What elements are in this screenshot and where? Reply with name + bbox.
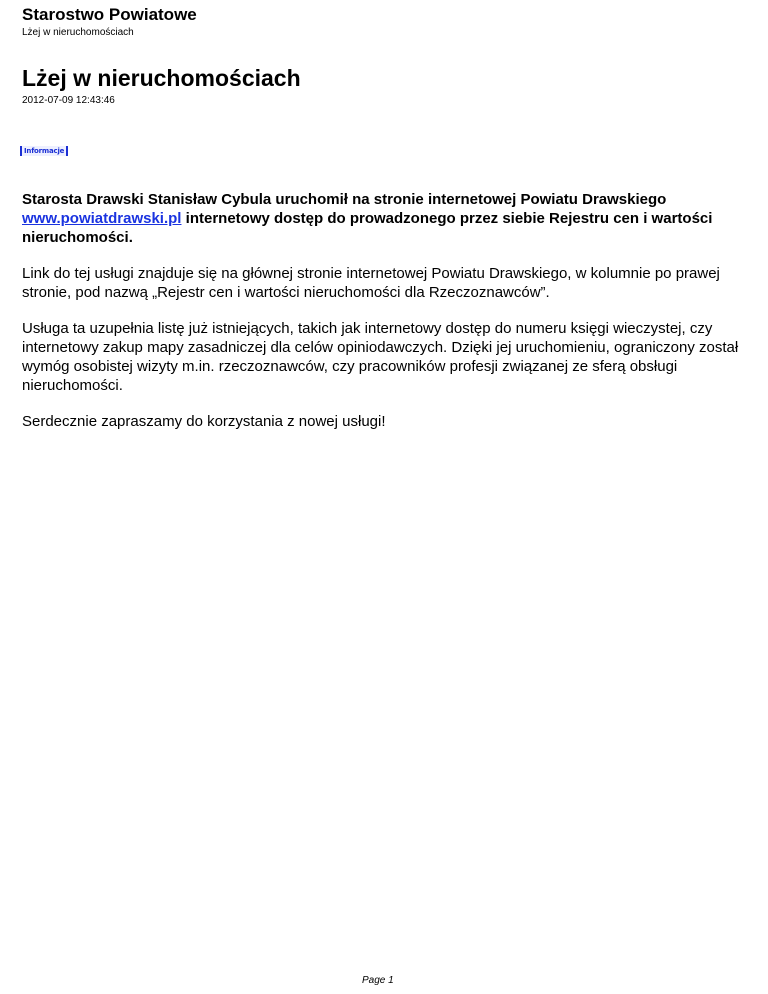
lead-paragraph xyxy=(22,190,746,247)
body-paragraph: Usługa ta uzupełnia listę już istniejących, takich jak internetowy dostęp do numeru księgi wieczystej, czy internetowy zakup mapy zasadniczej dla celów opiniodawczych. Dzięki jej uruchomieniu, ograniczony został wymóg osobistej wizyty m.in. rzeczoznawców, czy pracowników profesji związanej ze sferą obsługi nieruchomości. xyxy=(22,320,739,394)
informacje-badge-image: Informacje xyxy=(20,146,68,156)
body-paragraph: Serdecznie zapraszamy do korzystania z nowej usługi! xyxy=(22,413,386,430)
lead-text-start: Starosta Drawski Stanisław Cybula uruchomił na stronie internetowej Powiatu Drawskiego xyxy=(22,191,667,208)
site-title: Starostwo Powiatowe xyxy=(22,5,197,24)
article-date: 2012-07-09 12:43:46 xyxy=(22,95,115,106)
article-title: Lżej w nieruchomościach xyxy=(22,65,301,91)
page-number: Page 1 xyxy=(362,975,394,986)
powiat-website-link[interactable]: www.powiatdrawski.pl xyxy=(22,210,182,227)
body-paragraph: Link do tej usługi znajduje się na głównej stronie internetowej Powiatu Drawskiego, w kolumnie po prawej stronie, pod nazwą „Rejestr cen i wartości nieruchomości dla Rzeczoznawców”. xyxy=(22,265,720,301)
document-page xyxy=(22,0,746,994)
article-body xyxy=(22,190,746,448)
breadcrumb: Lżej w nieruchomościach xyxy=(22,27,134,38)
lead-text-end: internetowy dostęp do prowadzonego przez siebie Rejestru cen i wartości nieruchomości. xyxy=(22,210,713,246)
